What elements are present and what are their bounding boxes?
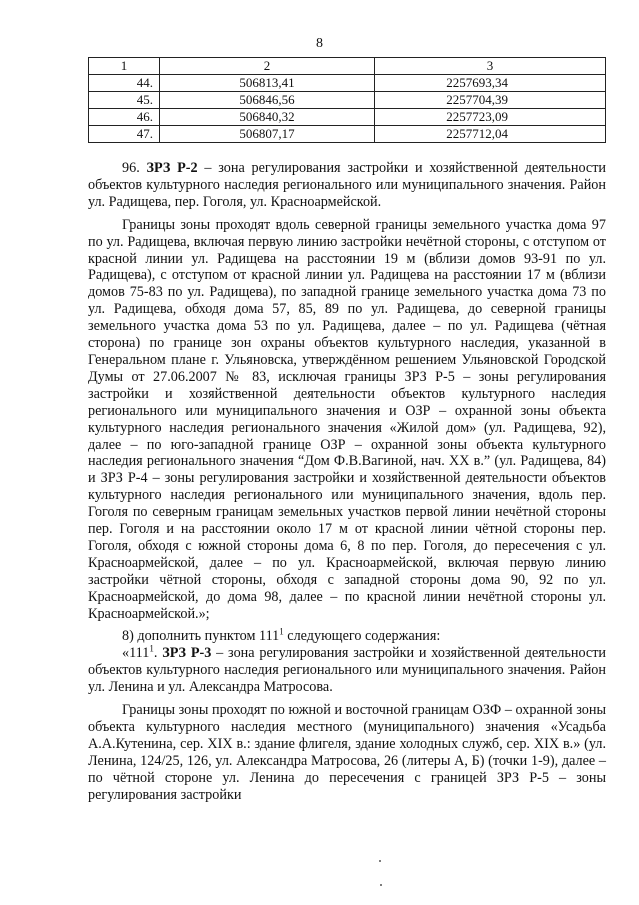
zone-description: – зона регулирования застройки и хозяйственной деятельности объектов культурного наследия регионального или муниципального значения. Район ул. Ленина и ул. Александра Матросова. [88,645,606,696]
y-coordinate-cell: 2257693,34 [375,75,606,92]
scan-speck [380,884,382,886]
superscript: 1 [149,643,154,654]
paragraph-111-1-borders: Границы зоны проходят по южной и восточной границам ОЗФ – охранной зоны объекта культурного наследия местного (муниципального) значения «Усадьба А.А.Кутенина, сер. XIX в.: здание флигеля, здание холодных служб, сер. XIX в.» (ул. Ленина, 124/25, 126, ул. Александра Матросова, 26 (литеры А, Б) (точки 1-9), далее – по чётной стороне ул. Ленина до пересечения с границей ЗРЗ Р-5 – зоны регулирования застройки [88,702,606,803]
table-row [89,92,606,109]
amendment-text: следующего содержания: [283,628,441,645]
paragraph-111-1-heading [88,645,606,696]
point-number-cell: 46. [89,109,160,126]
y-coordinate-cell: 2257704,39 [375,92,606,109]
paragraph-number-dot: . [153,645,163,662]
x-coordinate-cell: 506813,41 [160,75,375,92]
point-number-cell: 45. [89,92,160,109]
zone-code: ЗРЗ Р-3 [162,645,212,662]
scan-speck [379,860,381,862]
superscript: 1 [279,626,284,637]
amendment-8 [88,628,606,645]
zone-code: ЗРЗ Р-2 [146,160,198,176]
y-coordinate-cell: 2257723,09 [375,109,606,126]
page-number: 8 [316,36,323,51]
table-header-cell: 2 [160,58,375,75]
paragraph-96-heading [88,160,606,211]
point-number-cell: 44. [89,75,160,92]
table-header-row [89,58,606,75]
paragraph-96-borders: Границы зоны проходят вдоль северной границы земельного участка дома 97 по ул. Радищева, включая первую линию застройки нечётной стороны, с отступом от красной линии ул. Радищева на расстоянии 19 м (вблизи домов 93-91 по ул. Радищева), с отступом от красной линии ул. Радищева на расстоянии 17 м (вблизи домов 75-83 по ул. Радищева), по западной границе земельного участка дома 73 по ул. Радищева, обходя дома 57, 85, 89 по ул. Радищева, до северной границы земельного участка дома 53 по ул. Радищева, далее – по ул. Радищева (чётная сторона) по границе зон охраны объектов культурного наследия, указанной в Генеральном плане г. Ульяновска, утверждённом решением Ульяновской Городской Думы от 27.06.2007 № 83, исключая границы ЗРЗ Р-5 – зоны регулирования застройки и хозяйственной деятельности объектов культурного наследия регионального или муниципального значения и ОЗР – охранной зоны объекта культурного наследия регионального значения «Жилой дом» (ул. Радищева, 92), далее – по юго-западной границе ОЗР – охранной зоны объекта культурного наследия регионального значения “Дом Ф.В.Вагиной, нач. XX в.” (ул. Радищева, 84) и ЗРЗ Р-4 – зоны регулирования застройки и хозяйственной деятельности объектов культурного наследия регионального или муниципального значения, вдоль пер. Гоголя по северным границам земельных участков первой линии нечётной стороны пер. Гоголя и на расстоянии около 17 м от красной линии чётной стороны пер. Гоголя, обходя с южной стороны дома 6, 8 по пер. Гоголя, до пересечения с ул. Красноармейской, далее – по ул. Красноармейской, включая первую линию застройки чётной стороны, обходя с западной стороны дома 90, 92 по ул. Красноармейской, до дома 98, далее – по красной линии нечётной стороны ул. Красноармейской.»; [88,216,606,622]
paragraph-number: 96. [122,160,147,176]
amendment-text: 8) дополнить пунктом 111 [122,628,280,645]
point-number-cell: 47. [89,126,160,143]
zone-description: – зона регулирования застройки и хозяйственной деятельности объектов культурного наследия регионального или муниципального значения. Район ул. Радищева, пер. Гоголя, ул. Красноармейской. [88,160,606,210]
table-header-cell: 3 [375,58,606,75]
table-row [89,126,606,143]
x-coordinate-cell: 506840,32 [160,109,375,126]
table-row [89,75,606,92]
document-body [88,160,606,810]
x-coordinate-cell: 506807,17 [160,126,375,143]
table-header-cell: 1 [89,58,160,75]
coordinates-table [88,57,606,143]
paragraph-number: «111 [122,645,150,662]
y-coordinate-cell: 2257712,04 [375,126,606,143]
x-coordinate-cell: 506846,56 [160,92,375,109]
table-row [89,109,606,126]
